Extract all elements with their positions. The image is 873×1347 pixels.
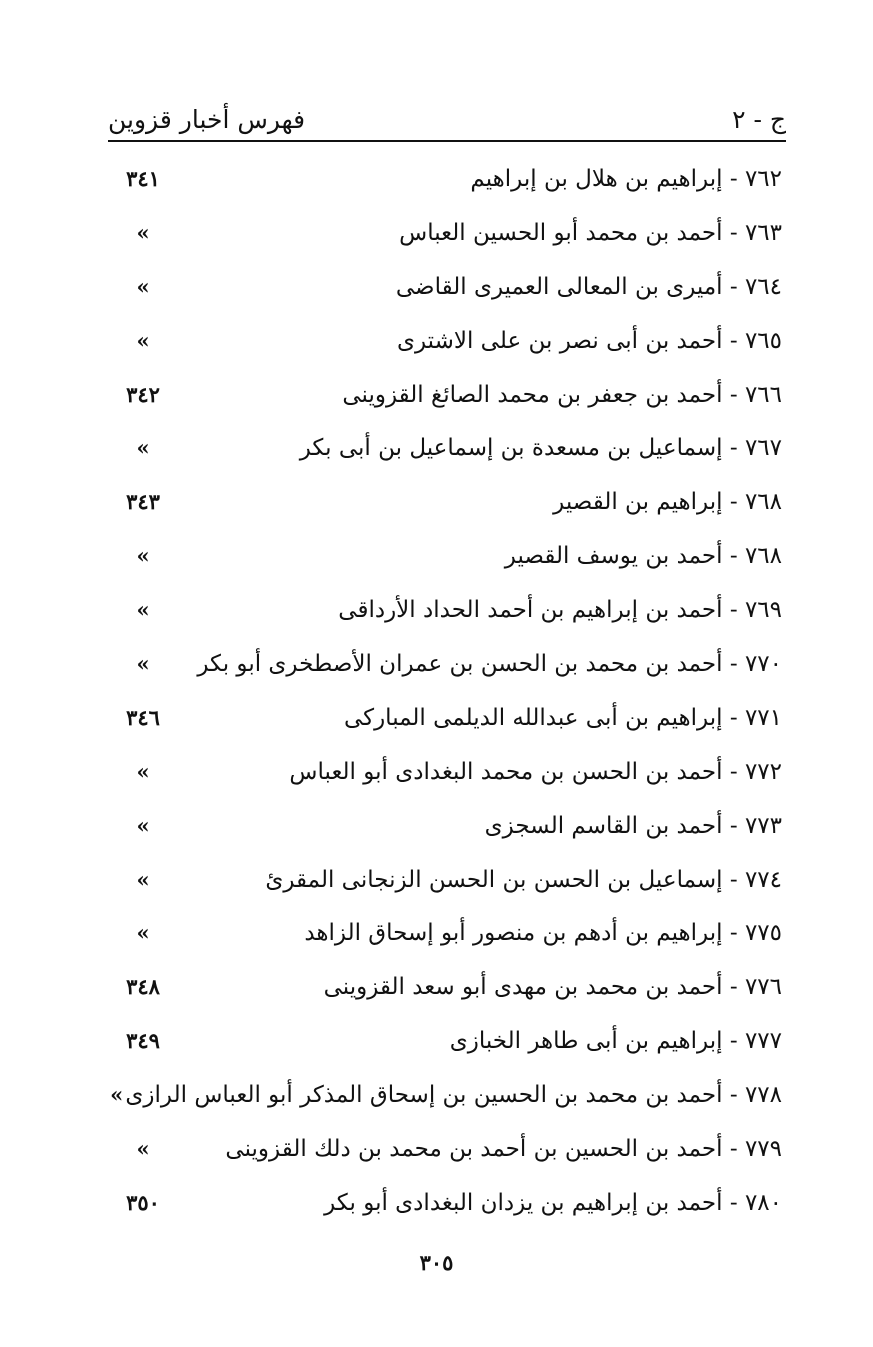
entry-page-number: ٣٤٨	[126, 974, 160, 1000]
entry-page-number: »	[136, 597, 150, 623]
index-entry	[108, 691, 786, 745]
entry-page-number: ٣٤٣	[126, 489, 160, 515]
index-entry	[108, 260, 786, 314]
entry-title: ٧٧٣ - أحمد بن القاسم السجزى	[484, 812, 782, 839]
entry-page-number: »	[136, 327, 150, 353]
entry-page-number: ٣٥٠	[126, 1189, 160, 1215]
page-folio-number: ٣٠٥	[419, 1250, 454, 1275]
index-entry	[108, 1068, 786, 1122]
entry-title: ٧٦٣ - أحمد بن محمد أبو الحسين العباس	[399, 219, 782, 246]
entry-title: ٧٧٢ - أحمد بن الحسن بن محمد البغدادى أبو العباس	[289, 758, 782, 785]
entry-title: ٧٧٦ - أحمد بن محمد بن مهدى أبو سعد القزوينى	[323, 974, 782, 1001]
entry-page-number: »	[136, 1135, 150, 1161]
entry-title: ٧٦٩ - أحمد بن إبراهيم بن أحمد الحداد الأرداقى	[338, 597, 782, 624]
index-entry	[108, 583, 786, 637]
entry-page-number: »	[136, 866, 150, 892]
index-entry	[108, 314, 786, 368]
entry-title: ٧٦٤ - أميرى بن المعالى العميرى القاضى	[395, 273, 782, 300]
index-entry	[108, 1014, 786, 1068]
volume-label: ج - ٢	[732, 105, 786, 134]
index-entry	[108, 529, 786, 583]
entry-title: ٧٧٤ - إسماعيل بن الحسن بن الحسن الزنجانى المقرئ	[265, 866, 782, 893]
entry-title: ٧٦٧ - إسماعيل بن مسعدة بن إسماعيل بن أبى بكر	[299, 435, 782, 462]
header-rule	[108, 140, 786, 142]
entry-page-number: »	[136, 812, 150, 838]
index-entry	[108, 906, 786, 960]
entry-page-number: ٣٤٩	[126, 1028, 160, 1054]
entry-title: ٧٦٦ - أحمد بن جعفر بن محمد الصائغ القزوينى	[342, 381, 782, 408]
index-entry	[108, 960, 786, 1014]
entry-title: ٧٨٠ - أحمد بن إبراهيم بن يزدان البغدادى أبو بكر	[324, 1189, 782, 1216]
entry-title: ٧٧٧ - إبراهيم بن أبى طاهر الخبازى	[449, 1028, 782, 1055]
index-entry	[108, 475, 786, 529]
entry-page-number: ٣٤٦	[126, 704, 160, 730]
entry-page-number: »	[136, 920, 150, 946]
index-entries	[108, 152, 786, 1230]
entry-page-number: »	[136, 435, 150, 461]
entry-title: ٧٧١ - إبراهيم بن أبى عبدالله الديلمى المباركى	[343, 704, 782, 731]
index-entry	[108, 206, 786, 260]
entry-title: ٧٦٨ - أحمد بن يوسف القصير	[504, 543, 782, 570]
entry-title: ٧٧٩ - أحمد بن الحسين بن أحمد بن محمد بن دلك القزوينى	[225, 1135, 782, 1162]
entry-page-number: »	[136, 543, 150, 569]
index-entry	[108, 421, 786, 475]
entry-title: ٧٧٥ - إبراهيم بن أدهم بن منصور أبو إسحاق الزاهد	[304, 920, 782, 947]
index-entry	[108, 637, 786, 691]
entry-page-number: »	[136, 219, 150, 245]
index-entry	[108, 1176, 786, 1230]
index-entry	[108, 799, 786, 853]
entry-page-number: »	[136, 758, 150, 784]
entry-title: ٧٧٨ - أحمد بن محمد بن الحسين بن إسحاق المذكر أبو العباس الرازى	[125, 1082, 782, 1109]
running-header	[108, 95, 786, 137]
entry-page-number: »	[136, 273, 150, 299]
running-header-title: فهرس أخبار قزوين	[108, 105, 306, 134]
index-entry	[108, 152, 786, 206]
entry-title: ٧٦٥ - أحمد بن أبى نصر بن على الاشترى	[396, 327, 782, 354]
entry-title: ٧٦٢ - إبراهيم بن هلال بن إبراهيم	[470, 165, 782, 192]
index-entry	[108, 853, 786, 907]
entry-page-number: ٣٤٢	[126, 381, 160, 407]
index-entry	[108, 368, 786, 422]
index-entry	[108, 745, 786, 799]
entry-page-number: ٣٤١	[126, 165, 160, 191]
entry-title: ٧٧٠ - أحمد بن محمد بن الحسن بن عمران الأصطخرى أبو بكر	[197, 650, 782, 677]
entry-title: ٧٦٨ - إبراهيم بن القصير	[553, 489, 782, 516]
entry-page-number: »	[110, 1082, 124, 1108]
entry-page-number: »	[136, 650, 150, 676]
index-entry	[108, 1122, 786, 1176]
